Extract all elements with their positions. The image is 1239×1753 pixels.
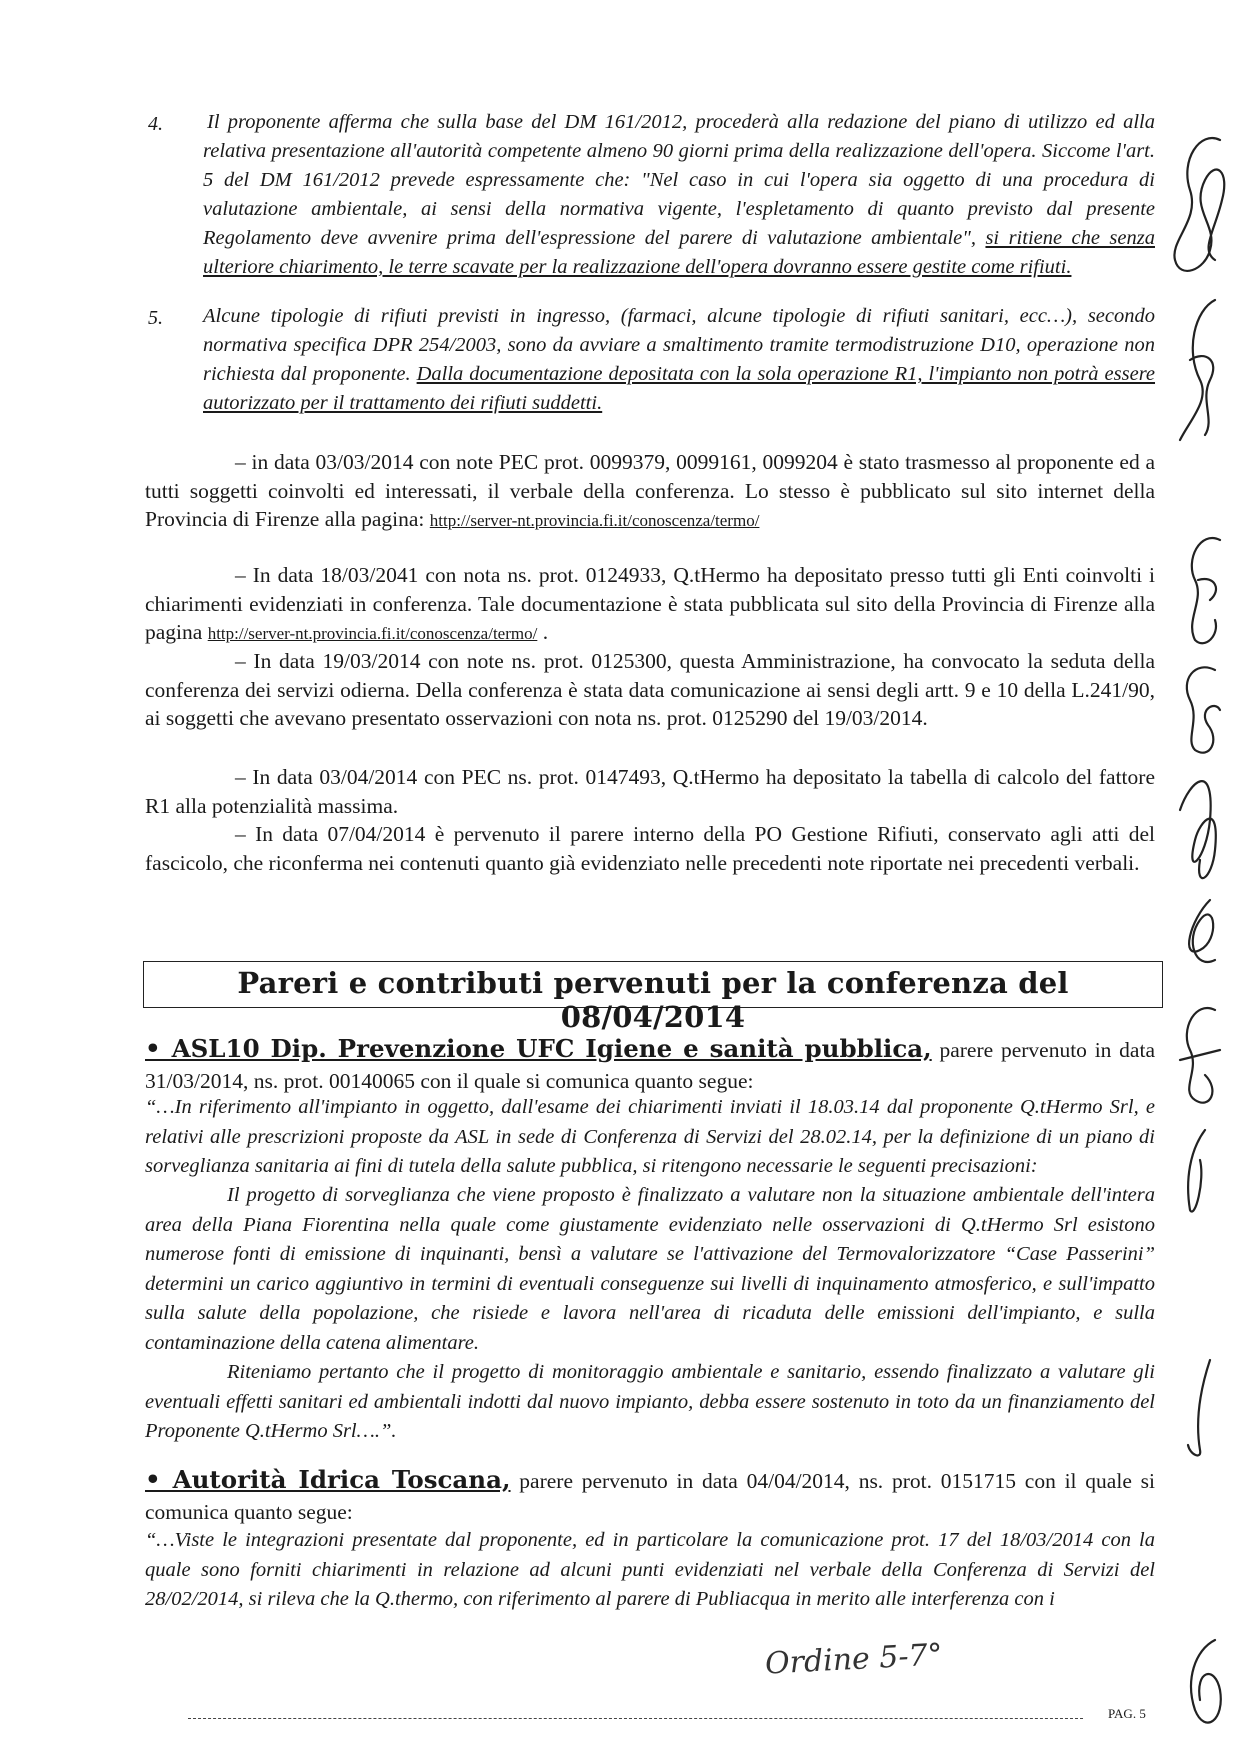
item-number: 5. (148, 307, 163, 329)
item-5-underlined-text: Dalla documentazione depositata con la sola operazione R1, l'impianto non potrà essere autorizzato per il trattamento dei rifiuti suddetti. (203, 363, 1156, 414)
item-4-underlined-text: si ritiene che senza ulteriore chiarimento, le terre scavate per la realizzazione dell'opera dovranno essere gestite come rifiuti. (203, 227, 1155, 278)
asl-heading: • ASL10 Dip. Prevenzione UFC Igiene e sanità pubblica, (145, 1034, 932, 1063)
event-text: – in data 03/03/2014 con note PEC prot. 0099379, 0099161, 0099204 è stato trasmesso al proponente ed a tutti soggetti coinvolti ed interessati, il verbale della conferenza. Lo stesso è pubblicato sul sito internet della Provincia di Firenze alla pagina: (145, 450, 1155, 531)
event-tail: . (537, 620, 549, 644)
event-text: – In data 03/04/2014 con PEC ns. prot. 0147493, Q.tHermo ha depositato la tabella di calcolo del fattore R1 alla potenzialità massima. (145, 765, 1155, 818)
signature-mark (1191, 1640, 1221, 1723)
event-text: – In data 18/03/2041 con nota ns. prot. 0124933, Q.tHermo ha depositato presso tutti gli Enti coinvolti i chiarimenti evidenziati in conferenza. Tale documentazione è stata pubblicata sul sito della Provincia di Firenze alla pagina (145, 563, 1155, 644)
event-paragraph (145, 763, 1155, 820)
signature-mark (1187, 667, 1220, 752)
signature-mark (1180, 1008, 1220, 1103)
asl-quote-p3: Riteniamo pertanto che il progetto di monitoraggio ambientale e sanitario, essendo finalizzato a valutare gli eventuali effetti sanitari ed ambientali indotti dal nuovo impianto, debba essere sostenuto in toto da un finanziamento del Proponente Q.tHermo Srl….”. (145, 1361, 1155, 1442)
ait-heading: • Autorità Idrica Toscana, (145, 1465, 511, 1494)
conoscenza-link[interactable]: http://server-nt.provincia.fi.it/conoscenza/termo/ (429, 511, 760, 530)
signature-mark (1188, 1130, 1205, 1212)
asl-quote-p2: Il progetto di sorveglianza che viene proposto è finalizzato a valutare non la situazione ambientale dell'intera area della Piana Fiorentina nella quale come giustamente evidenziato nelle osservazioni di Q.tHermo Srl esistono numerose fonti di emissione di inquinanti, bensì a valutare se l'attivazione del Termovalorizzatore “Case Passerini” determini un carico aggiuntivo in termini di eventuali conseguenze sui livelli di inquinamento atmosferico, e sull'impatto sulla salute della popolazione, che risiede e lavora nell'area di ricaduta delle emissioni dell'impianto, e sulla contaminazione della catena alimentare. (145, 1184, 1155, 1354)
handwritten-note: Ordine 5-7° (764, 1637, 944, 1682)
event-paragraph (145, 561, 1155, 649)
event-paragraph (145, 820, 1155, 877)
ait-intro-text: parere pervenuto in data 04/04/2014, ns. prot. 0151715 con il quale si comunica quanto segue: (145, 1469, 1155, 1524)
item-number: 4. (148, 113, 163, 135)
section-title-box (143, 961, 1163, 1034)
signature-mark (1189, 900, 1215, 962)
signature-mark (1174, 138, 1224, 271)
item-5-paragraph (203, 302, 1155, 418)
section-title: Pareri e contributi pervenuti per la conferenza del 08/04/2014 (237, 966, 1069, 1034)
footer-divider (188, 1718, 1083, 1719)
event-paragraph (145, 647, 1155, 733)
ait-quote: “…Viste le integrazioni presentate dal proponente, ed in particolare la comunicazione prot. 17 del 18/03/2014 con la quale sono forniti chiarimenti in relazione ad alcuni punti evidenziati nel verbale della Conferenza di Servizi del 28/02/2014, si rileva che la Q.thermo, con riferimento al parere di Publiacqua in merito alle interferenza con i (145, 1529, 1155, 1610)
signature-mark (1192, 538, 1220, 643)
asl-intro (145, 1033, 1155, 1097)
event-text: – In data 07/04/2014 è pervenuto il parere interno della PO Gestione Rifiuti, conservato agli atti del fascicolo, che riconferma nei contenuti quanto già evidenziato nelle precedenti note riportate nei precedenti verbali. (145, 822, 1155, 875)
conoscenza-link[interactable]: http://server-nt.provincia.fi.it/conoscenza/termo/ (207, 624, 538, 643)
asl-intro-text: parere pervenuto in data 31/03/2014, ns. prot. 00140065 con il quale si comunica quanto segue: (145, 1038, 1155, 1093)
event-text: – In data 19/03/2014 con note ns. prot. 0125300, questa Amministrazione, ha convocato la seduta della conferenza dei servizi odierna. Della conferenza è stata data comunicazione ai sensi degli artt. 9 e 10 della L.241/90, ai soggetti che avevano presentato osservazioni con nota ns. prot. 0125290 del 19/03/2014. (145, 649, 1155, 730)
signature-mark (1180, 300, 1215, 440)
item-4-text: Il proponente afferma che sulla base del DM 161/2012, procederà alla redazione del piano di utilizzo ed alla relativa presentazione all'autorità competente almeno 90 giorni prima della realizzazione dell'opera. Siccome l'art. 5 del DM 161/2012 prevede espressamente che: "Nel caso in cui l'opera sia oggetto di una procedura di valutazione ambientale, ai sensi della normativa vigente, l'espletamento di quanto previsto dal presente Regolamento deve avvenire prima dell'espressione del parere di valutazione ambientale", (203, 111, 1155, 249)
margin-signatures (1160, 60, 1239, 1750)
item-5-text: Alcune tipologie di rifiuti previsti in ingresso, (farmaci, alcune tipologie di rifiuti sanitari, ecc…), secondo normativa specifica DPR 254/2003, sono da avviare a smaltimento tramite termodistruzione D10, operazione non richiesta dal proponente. (203, 305, 1155, 385)
page-number: PAG. 5 (1108, 1706, 1146, 1721)
signature-mark (1180, 781, 1216, 878)
item-4-paragraph (203, 108, 1155, 282)
event-paragraph (145, 448, 1155, 536)
ait-intro (145, 1464, 1155, 1528)
signature-mark (1188, 1360, 1210, 1455)
asl-quote-p1: “…In riferimento all'impianto in oggetto, dall'esame dei chiarimenti inviati il 18.03.14 dal proponente Q.tHermo Srl, e relativi alle prescrizioni proposte da ASL in sede di Conferenza di Servizi del 28.02.14, per la definizione di un piano di sorveglianza sanitaria ai fini di tutela della salute pubblica, si ritengono necessarie le seguenti precisazioni: (145, 1096, 1155, 1177)
